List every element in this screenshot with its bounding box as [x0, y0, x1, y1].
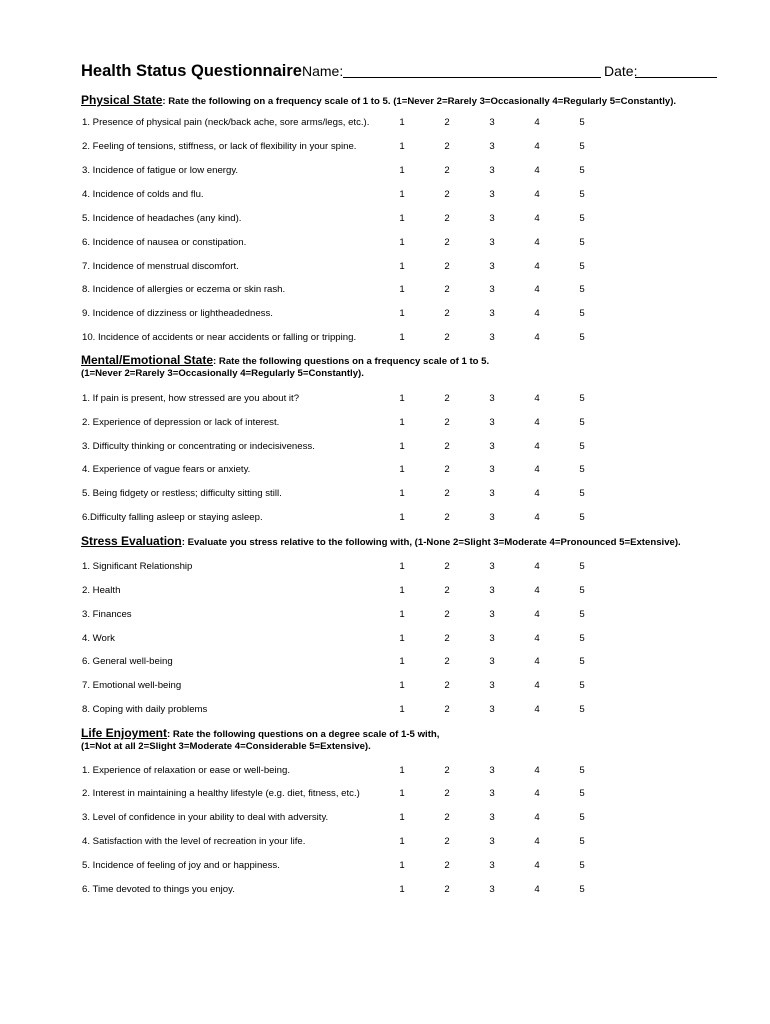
- question-row: [81, 835, 701, 849]
- section-header: [81, 535, 681, 549]
- rating-option-4[interactable]: 4: [534, 585, 540, 596]
- rating-option-4[interactable]: 4: [534, 488, 540, 499]
- rating-option-5[interactable]: 5: [579, 117, 585, 128]
- rating-option-5[interactable]: 5: [579, 141, 585, 152]
- rating-option-1[interactable]: 1: [399, 680, 405, 691]
- rating-option-3[interactable]: 3: [489, 441, 495, 452]
- rating-option-2[interactable]: 2: [444, 788, 450, 799]
- rating-option-4[interactable]: 4: [534, 836, 540, 847]
- section-header: [81, 727, 439, 753]
- rating-option-3[interactable]: 3: [489, 633, 495, 644]
- rating-option-1[interactable]: 1: [399, 609, 405, 620]
- question-text: 1. Experience of relaxation or ease or well-being.: [82, 765, 290, 776]
- rating-option-5[interactable]: 5: [579, 680, 585, 691]
- rating-option-3[interactable]: 3: [489, 656, 495, 667]
- rating-option-5[interactable]: 5: [579, 788, 585, 799]
- rating-option-2[interactable]: 2: [444, 884, 450, 895]
- question-text: 5. Incidence of feeling of joy and or happiness.: [82, 860, 280, 871]
- rating-option-2[interactable]: 2: [444, 237, 450, 248]
- rating-option-2[interactable]: 2: [444, 680, 450, 691]
- rating-option-1[interactable]: 1: [399, 308, 405, 319]
- question-row: [81, 416, 701, 430]
- rating-option-4[interactable]: 4: [534, 704, 540, 715]
- rating-option-3[interactable]: 3: [489, 812, 495, 823]
- question-row: [81, 859, 701, 873]
- rating-option-5[interactable]: 5: [579, 609, 585, 620]
- rating-option-2[interactable]: 2: [444, 189, 450, 200]
- rating-option-3[interactable]: 3: [489, 332, 495, 343]
- rating-option-3[interactable]: 3: [489, 680, 495, 691]
- rating-option-4[interactable]: 4: [534, 812, 540, 823]
- rating-option-4[interactable]: 4: [534, 765, 540, 776]
- rating-option-1[interactable]: 1: [399, 141, 405, 152]
- rating-option-2[interactable]: 2: [444, 117, 450, 128]
- rating-option-4[interactable]: 4: [534, 308, 540, 319]
- question-row: [81, 212, 701, 226]
- question-text: 2. Feeling of tensions, stiffness, or lack of flexibility in your spine.: [82, 141, 357, 152]
- rating-option-1[interactable]: 1: [399, 213, 405, 224]
- rating-option-1[interactable]: 1: [399, 512, 405, 523]
- question-row: [81, 260, 701, 274]
- rating-option-2[interactable]: 2: [444, 213, 450, 224]
- section-instructions-scale: (1=Not at all 2=Slight 3=Moderate 4=Considerable 5=Extensive).: [81, 741, 371, 752]
- rating-option-4[interactable]: 4: [534, 237, 540, 248]
- rating-option-5[interactable]: 5: [579, 261, 585, 272]
- rating-option-1[interactable]: 1: [399, 765, 405, 776]
- date-field[interactable]: [635, 77, 717, 78]
- rating-option-4[interactable]: 4: [534, 884, 540, 895]
- rating-option-1[interactable]: 1: [399, 417, 405, 428]
- question-row: [81, 608, 701, 622]
- rating-option-1[interactable]: 1: [399, 441, 405, 452]
- rating-option-5[interactable]: 5: [579, 488, 585, 499]
- rating-option-5[interactable]: 5: [579, 704, 585, 715]
- rating-option-2[interactable]: 2: [444, 585, 450, 596]
- rating-option-5[interactable]: 5: [579, 585, 585, 596]
- rating-option-5[interactable]: 5: [579, 308, 585, 319]
- question-row: [81, 140, 701, 154]
- rating-option-1[interactable]: 1: [399, 884, 405, 895]
- question-text: 4. Incidence of colds and flu.: [82, 189, 204, 200]
- rating-option-5[interactable]: 5: [579, 656, 585, 667]
- section-header-line: [81, 354, 489, 368]
- rating-option-3[interactable]: 3: [489, 417, 495, 428]
- rating-option-1[interactable]: 1: [399, 633, 405, 644]
- rating-option-2[interactable]: 2: [444, 261, 450, 272]
- section-header-line: [81, 727, 439, 741]
- rating-option-5[interactable]: 5: [579, 284, 585, 295]
- rating-option-3[interactable]: 3: [489, 165, 495, 176]
- rating-option-4[interactable]: 4: [534, 117, 540, 128]
- page-title: Health Status Questionnaire: [81, 62, 302, 80]
- rating-option-3[interactable]: 3: [489, 512, 495, 523]
- section-instructions: : Rate the following questions on a degree scale of 1-5 with,: [167, 729, 440, 740]
- section-title: Physical State: [81, 93, 163, 107]
- rating-option-4[interactable]: 4: [534, 633, 540, 644]
- question-row: [81, 463, 701, 477]
- question-text: 4. Satisfaction with the level of recreation in your life.: [82, 836, 306, 847]
- rating-option-1[interactable]: 1: [399, 261, 405, 272]
- rating-option-1[interactable]: 1: [399, 836, 405, 847]
- rating-option-1[interactable]: 1: [399, 464, 405, 475]
- question-text: 6. Incidence of nausea or constipation.: [82, 237, 247, 248]
- section-header-line: [81, 535, 681, 549]
- question-row: [81, 188, 701, 202]
- question-row: [81, 236, 701, 250]
- question-row: [81, 392, 701, 406]
- rating-option-5[interactable]: 5: [579, 189, 585, 200]
- rating-option-3[interactable]: 3: [489, 261, 495, 272]
- rating-option-4[interactable]: 4: [534, 464, 540, 475]
- rating-option-3[interactable]: 3: [489, 788, 495, 799]
- rating-option-1[interactable]: 1: [399, 812, 405, 823]
- rating-option-3[interactable]: 3: [489, 884, 495, 895]
- question-row: [81, 331, 701, 345]
- rating-option-2[interactable]: 2: [444, 704, 450, 715]
- rating-option-3[interactable]: 3: [489, 585, 495, 596]
- question-row: [81, 632, 701, 646]
- question-text: 2. Experience of depression or lack of interest.: [82, 417, 280, 428]
- rating-option-5[interactable]: 5: [579, 417, 585, 428]
- rating-option-1[interactable]: 1: [399, 585, 405, 596]
- question-row: [81, 164, 701, 178]
- date-label: Date:: [604, 63, 638, 79]
- rating-option-4[interactable]: 4: [534, 561, 540, 572]
- rating-option-1[interactable]: 1: [399, 189, 405, 200]
- rating-option-5[interactable]: 5: [579, 561, 585, 572]
- question-text: 4. Work: [82, 633, 115, 644]
- rating-option-1[interactable]: 1: [399, 165, 405, 176]
- question-text: 5. Incidence of headaches (any kind).: [82, 213, 242, 224]
- rating-option-3[interactable]: 3: [489, 609, 495, 620]
- rating-option-1[interactable]: 1: [399, 117, 405, 128]
- rating-option-2[interactable]: 2: [444, 284, 450, 295]
- question-row: [81, 655, 701, 669]
- question-text: 3. Level of confidence in your ability to deal with adversity.: [82, 812, 329, 823]
- question-text: 6.Difficulty falling asleep or staying asleep.: [82, 512, 263, 523]
- rating-option-4[interactable]: 4: [534, 609, 540, 620]
- page-header: [81, 60, 721, 84]
- rating-option-2[interactable]: 2: [444, 417, 450, 428]
- rating-option-5[interactable]: 5: [579, 884, 585, 895]
- rating-option-5[interactable]: 5: [579, 633, 585, 644]
- rating-option-3[interactable]: 3: [489, 464, 495, 475]
- section-instructions: : Rate the following on a frequency scale of 1 to 5. (1=Never 2=Rarely 3=Occasionally 4=Regularly 5=Constantly).: [162, 96, 677, 107]
- rating-option-4[interactable]: 4: [534, 512, 540, 523]
- question-text: 8. Incidence of allergies or eczema or skin rash.: [82, 284, 286, 295]
- rating-option-3[interactable]: 3: [489, 765, 495, 776]
- rating-option-3[interactable]: 3: [489, 189, 495, 200]
- rating-option-1[interactable]: 1: [399, 332, 405, 343]
- rating-option-4[interactable]: 4: [534, 332, 540, 343]
- rating-option-2[interactable]: 2: [444, 441, 450, 452]
- rating-option-4[interactable]: 4: [534, 788, 540, 799]
- rating-option-5[interactable]: 5: [579, 237, 585, 248]
- question-text: 1. If pain is present, how stressed are you about it?: [82, 393, 300, 404]
- question-row: [81, 584, 701, 598]
- section-instructions: : Evaluate you stress relative to the following with, (1-None 2=Slight 3=Moderate 4=Pronounced 5=Extensive).: [181, 537, 681, 548]
- rating-option-1[interactable]: 1: [399, 284, 405, 295]
- rating-option-1[interactable]: 1: [399, 656, 405, 667]
- question-text: 7. Emotional well-being: [82, 680, 182, 691]
- name-field[interactable]: [343, 77, 601, 78]
- rating-option-5[interactable]: 5: [579, 441, 585, 452]
- question-text: 6. Time devoted to things you enjoy.: [82, 884, 235, 895]
- rating-option-2[interactable]: 2: [444, 165, 450, 176]
- rating-option-4[interactable]: 4: [534, 393, 540, 404]
- rating-option-5[interactable]: 5: [579, 765, 585, 776]
- rating-option-2[interactable]: 2: [444, 512, 450, 523]
- rating-option-1[interactable]: 1: [399, 860, 405, 871]
- rating-option-5[interactable]: 5: [579, 165, 585, 176]
- question-row: [81, 487, 701, 501]
- rating-option-2[interactable]: 2: [444, 633, 450, 644]
- rating-option-3[interactable]: 3: [489, 237, 495, 248]
- rating-option-5[interactable]: 5: [579, 464, 585, 475]
- question-text: 3. Difficulty thinking or concentrating or indecisiveness.: [82, 441, 315, 452]
- rating-option-4[interactable]: 4: [534, 284, 540, 295]
- section-instructions: : Rate the following questions on a frequency scale of 1 to 5.: [213, 356, 490, 367]
- question-text: 2. Health: [82, 585, 121, 596]
- rating-option-2[interactable]: 2: [444, 812, 450, 823]
- rating-option-4[interactable]: 4: [534, 261, 540, 272]
- question-text: 10. Incidence of accidents or near accidents or falling or tripping.: [82, 332, 357, 343]
- rating-option-4[interactable]: 4: [534, 656, 540, 667]
- question-row: [81, 511, 701, 525]
- rating-option-1[interactable]: 1: [399, 788, 405, 799]
- question-text: 2. Interest in maintaining a healthy lifestyle (e.g. diet, fitness, etc.): [82, 788, 360, 799]
- rating-option-2[interactable]: 2: [444, 141, 450, 152]
- rating-option-2[interactable]: 2: [444, 609, 450, 620]
- question-row: [81, 703, 701, 717]
- rating-option-2[interactable]: 2: [444, 332, 450, 343]
- name-label: Name:: [302, 63, 344, 79]
- question-text: 7. Incidence of menstrual discomfort.: [82, 261, 239, 272]
- rating-option-4[interactable]: 4: [534, 860, 540, 871]
- rating-option-1[interactable]: 1: [399, 488, 405, 499]
- question-text: 9. Incidence of dizziness or lightheadedness.: [82, 308, 273, 319]
- rating-option-3[interactable]: 3: [489, 836, 495, 847]
- question-row: [81, 283, 701, 297]
- rating-option-5[interactable]: 5: [579, 332, 585, 343]
- question-row: [81, 787, 701, 801]
- rating-option-2[interactable]: 2: [444, 393, 450, 404]
- rating-option-5[interactable]: 5: [579, 812, 585, 823]
- section-header-line: [81, 94, 676, 108]
- section-title: Mental/Emotional State: [81, 353, 214, 367]
- rating-option-2[interactable]: 2: [444, 488, 450, 499]
- question-text: 8. Coping with daily problems: [82, 704, 208, 715]
- rating-option-4[interactable]: 4: [534, 680, 540, 691]
- section-header: [81, 354, 489, 380]
- question-text: 3. Incidence of fatigue or low energy.: [82, 165, 239, 176]
- rating-option-3[interactable]: 3: [489, 141, 495, 152]
- rating-option-4[interactable]: 4: [534, 189, 540, 200]
- rating-option-3[interactable]: 3: [489, 561, 495, 572]
- rating-option-5[interactable]: 5: [579, 393, 585, 404]
- section-title: Stress Evaluation: [81, 534, 182, 548]
- rating-option-2[interactable]: 2: [444, 464, 450, 475]
- rating-option-2[interactable]: 2: [444, 656, 450, 667]
- section-title: Life Enjoyment: [81, 726, 168, 740]
- rating-option-5[interactable]: 5: [579, 836, 585, 847]
- question-row: [81, 811, 701, 825]
- rating-option-3[interactable]: 3: [489, 393, 495, 404]
- rating-option-1[interactable]: 1: [399, 561, 405, 572]
- question-row: [81, 116, 701, 130]
- rating-option-1[interactable]: 1: [399, 237, 405, 248]
- question-text: 5. Being fidgety or restless; difficulty sitting still.: [82, 488, 282, 499]
- rating-option-5[interactable]: 5: [579, 860, 585, 871]
- rating-option-3[interactable]: 3: [489, 213, 495, 224]
- rating-option-4[interactable]: 4: [534, 141, 540, 152]
- rating-option-1[interactable]: 1: [399, 704, 405, 715]
- question-row: [81, 764, 701, 778]
- rating-option-2[interactable]: 2: [444, 836, 450, 847]
- rating-option-3[interactable]: 3: [489, 308, 495, 319]
- rating-option-2[interactable]: 2: [444, 860, 450, 871]
- question-text: 3. Finances: [82, 609, 132, 620]
- rating-option-2[interactable]: 2: [444, 765, 450, 776]
- rating-option-5[interactable]: 5: [579, 512, 585, 523]
- section-header: [81, 94, 676, 108]
- question-text: 4. Experience of vague fears or anxiety.: [82, 464, 251, 475]
- rating-option-3[interactable]: 3: [489, 117, 495, 128]
- rating-option-3[interactable]: 3: [489, 860, 495, 871]
- question-text: 6. General well-being: [82, 656, 173, 667]
- section-instructions-scale: (1=Never 2=Rarely 3=Occasionally 4=Regularly 5=Constantly).: [81, 368, 364, 379]
- rating-option-3[interactable]: 3: [489, 284, 495, 295]
- rating-option-4[interactable]: 4: [534, 441, 540, 452]
- rating-option-4[interactable]: 4: [534, 165, 540, 176]
- question-text: 1. Presence of physical pain (neck/back ache, sore arms/legs, etc.).: [82, 117, 370, 128]
- rating-option-4[interactable]: 4: [534, 417, 540, 428]
- rating-option-3[interactable]: 3: [489, 488, 495, 499]
- question-row: [81, 307, 701, 321]
- question-row: [81, 560, 701, 574]
- rating-option-3[interactable]: 3: [489, 704, 495, 715]
- rating-option-2[interactable]: 2: [444, 308, 450, 319]
- rating-option-4[interactable]: 4: [534, 213, 540, 224]
- question-row: [81, 883, 701, 897]
- rating-option-1[interactable]: 1: [399, 393, 405, 404]
- question-text: 1. Significant Relationship: [82, 561, 193, 572]
- question-row: [81, 679, 701, 693]
- rating-option-2[interactable]: 2: [444, 561, 450, 572]
- rating-option-5[interactable]: 5: [579, 213, 585, 224]
- question-row: [81, 440, 701, 454]
